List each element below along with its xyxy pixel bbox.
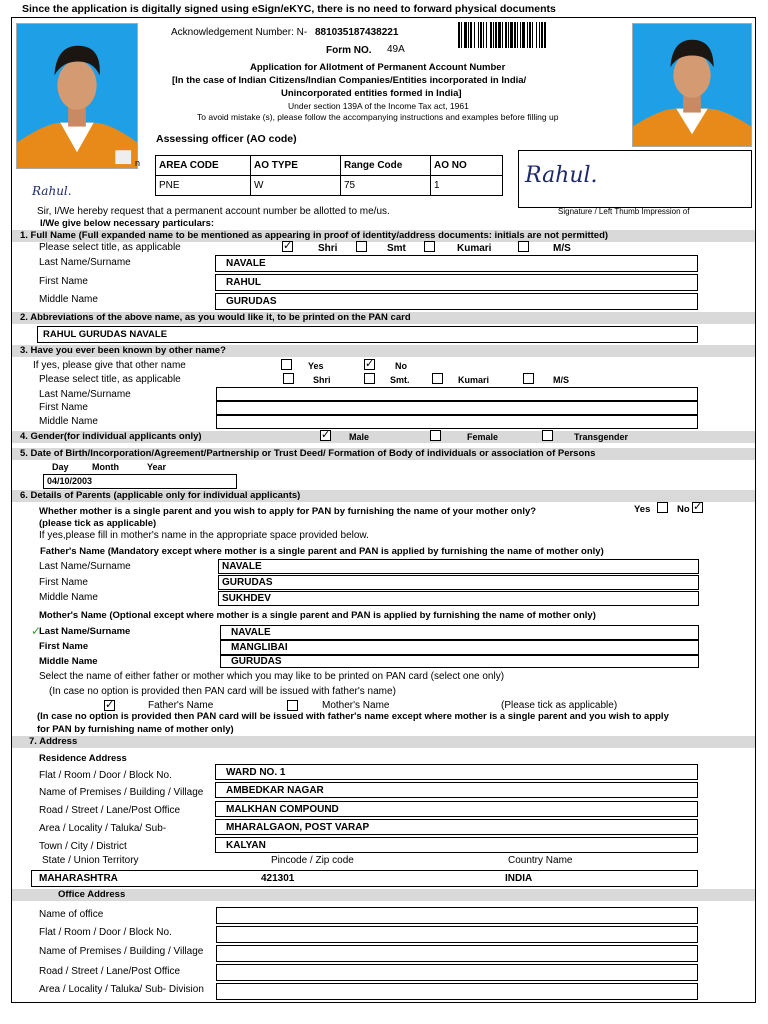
- s3-last-label: Last Name/Surname: [39, 389, 131, 400]
- s6-father-option-checkbox[interactable]: ✓: [105, 699, 115, 711]
- signature-image: Rahul.: [525, 163, 598, 188]
- s7-flat-label: Flat / Room / Door / Block No.: [39, 770, 172, 781]
- s6-mother-heading: Mother's Name (Optional except where mother is a single parent and PAN is applied by furnishing the name of mother only): [39, 610, 596, 621]
- s3-last-name-field[interactable]: [216, 387, 698, 401]
- ao-value-no: 1: [431, 176, 503, 196]
- s6-question-3: If yes,please fill in mother's name in the appropriate space provided below.: [39, 530, 369, 541]
- office-name-label: Name of office: [39, 909, 104, 920]
- s6-mother-last-label: Last Name/Surname: [39, 626, 131, 637]
- ack-label: Acknowledgement Number: N-: [171, 27, 308, 38]
- s7-country-label: Country Name: [508, 855, 573, 866]
- ao-title: Assessing officer (AO code): [156, 133, 297, 145]
- section-5-band: [12, 448, 755, 460]
- s5-month-label: Month: [92, 462, 119, 472]
- ao-header-type: AO TYPE: [251, 156, 341, 176]
- intro-line-1: Sir, I/We hereby request that a permanent account number be allotted to me/us.: [37, 206, 390, 217]
- barcode: [458, 22, 616, 48]
- s3-shri-label: Shri: [313, 375, 331, 385]
- s2-abbreviation-field[interactable]: RAHUL GURUDAS NAVALE: [37, 326, 698, 343]
- s1-kumari-checkbox[interactable]: [424, 241, 435, 252]
- ao-header-range: Range Code: [341, 156, 431, 176]
- verified-check-icon: ✓: [31, 624, 42, 638]
- s6-mother-first-field[interactable]: MANGLIBAI: [220, 640, 699, 655]
- section-7-band: [12, 736, 755, 748]
- section-4-band: [12, 431, 755, 443]
- section-6-title: 6. Details of Parents (applicable only for individual applicants): [20, 490, 301, 501]
- s6-father-first-field[interactable]: GURUDAS: [218, 575, 699, 590]
- s1-ms-label: M/S: [553, 243, 571, 254]
- section-4-title: 4. Gender(for individual applicants only): [20, 431, 202, 442]
- section-3-title: 3. Have you ever been known by other name?: [20, 345, 226, 356]
- s6-father-heading: Father's Name (Mandatory except where mother is a single parent and PAN is applied by furnishing the name of mother only): [40, 546, 604, 557]
- s1-smt-checkbox[interactable]: [356, 241, 367, 252]
- s7-area-field[interactable]: MHARALGAON, POST VARAP: [215, 819, 698, 835]
- office-premises-field[interactable]: [216, 945, 698, 962]
- s6-note-1: (In case no option is provided then PAN card will be issued with father's name except where mother is a single parent and you wish to apply: [37, 711, 669, 722]
- s3-middle-name-field[interactable]: [216, 415, 698, 429]
- photo-tag: n: [135, 158, 141, 168]
- office-premises-label: Name of Premises / Building / Village: [39, 946, 204, 957]
- applicant-photo-right: [632, 23, 752, 147]
- ack-number: 881035187438221: [315, 27, 399, 38]
- s1-middle-label: Middle Name: [39, 294, 98, 305]
- ao-value-range: 75: [341, 176, 431, 196]
- s1-first-label: First Name: [39, 276, 88, 287]
- s1-smt-label: Smt: [387, 243, 406, 254]
- s3-question: If yes, please give that other name: [33, 360, 186, 371]
- s3-no-checkbox[interactable]: ✓: [365, 358, 375, 370]
- s3-title-label: Please select title, as applicable: [39, 374, 181, 385]
- s6-no-checkbox[interactable]: ✓: [693, 501, 703, 513]
- s7-town-label: Town / City / District: [39, 841, 127, 852]
- ao-header-no: AO NO: [431, 156, 503, 176]
- signature-box: [518, 150, 752, 208]
- s7-state-pin-country-row: [31, 870, 698, 887]
- office-flat-field[interactable]: [216, 926, 698, 943]
- s6-mother-option-label: Mother's Name: [322, 700, 390, 711]
- form-subtitle-2: Unincorporated entities formed in India]: [281, 88, 462, 99]
- s6-no-label: No: [677, 504, 690, 515]
- ao-code-table: [155, 155, 503, 196]
- office-road-field[interactable]: [216, 964, 698, 981]
- section-3-band: [12, 345, 755, 357]
- s6-father-last-label: Last Name/Surname: [39, 561, 131, 572]
- s6-default-line: (In case no option is provided then PAN card will be issued with father's name): [49, 686, 396, 697]
- s3-ms-label: M/S: [553, 375, 570, 385]
- s7-pincode-label: Pincode / Zip code: [271, 855, 354, 866]
- s4-female-label: Female: [467, 432, 499, 442]
- s6-father-last-field[interactable]: NAVALE: [218, 559, 699, 574]
- s1-ms-checkbox[interactable]: [518, 241, 529, 252]
- s4-female-checkbox[interactable]: [430, 430, 441, 441]
- s6-select-line: Select the name of either father or mother which you may like to be printed on PAN card (select one only): [39, 671, 505, 682]
- s1-first-name-field[interactable]: RAHUL: [215, 274, 698, 291]
- s3-kumari-checkbox[interactable]: [432, 373, 443, 384]
- intro-line-2: I/We give below necessary particulars:: [40, 218, 215, 229]
- office-area-label: Area / Locality / Taluka/ Sub- Division: [39, 984, 204, 995]
- s7-town-field[interactable]: KALYAN: [215, 837, 698, 853]
- s6-father-middle-field[interactable]: SUKHDEV: [218, 591, 699, 606]
- s7-state-label: State / Union Territory: [42, 855, 139, 866]
- digital-sign-notice: Since the application is digitally signed using eSign/eKYC, there is no need to forward physical documents: [22, 3, 556, 15]
- s1-middle-name-field[interactable]: GURUDAS: [215, 293, 698, 310]
- s1-kumari-label: Kumari: [457, 243, 492, 254]
- s3-middle-label: Middle Name: [39, 416, 98, 427]
- form-title: Application for Allotment of Permanent Account Number: [250, 62, 506, 73]
- s6-father-option-label: Father's Name: [148, 700, 214, 711]
- s6-mother-last-field[interactable]: NAVALE: [220, 625, 699, 640]
- s6-mother-option-checkbox[interactable]: [287, 700, 298, 711]
- office-area-field[interactable]: [216, 983, 698, 1000]
- ao-value-type: W: [251, 176, 341, 196]
- s3-smt-label: Smt.: [390, 375, 410, 385]
- form-subtitle-1: [In the case of Indian Citizens/Indian Companies/Entities incorporated in India/: [172, 75, 527, 86]
- s6-question-1: Whether mother is a single parent and you wish to apply for PAN by furnishing the name of your mother only?: [39, 506, 537, 517]
- s3-yes-checkbox[interactable]: [281, 359, 292, 370]
- section-1-band: [12, 230, 755, 242]
- section-6-band: [12, 490, 755, 502]
- office-name-field[interactable]: [216, 907, 698, 924]
- s4-male-label: Male: [349, 432, 370, 442]
- s3-ms-checkbox[interactable]: [523, 373, 534, 384]
- section-ref: Under section 139A of the Income Tax act, 1961: [288, 101, 469, 111]
- s7-residence-heading: Residence Address: [39, 753, 127, 764]
- s1-last-name-field[interactable]: NAVALE: [215, 255, 698, 272]
- s3-first-label: First Name: [39, 402, 88, 413]
- s4-male-checkbox[interactable]: ✓: [321, 429, 331, 441]
- s7-flat-field[interactable]: WARD NO. 1: [215, 764, 698, 780]
- s3-smt-checkbox[interactable]: [364, 373, 375, 384]
- small-signature: Rahul.: [32, 184, 72, 198]
- s4-transgender-label: Transgender: [574, 432, 629, 442]
- s6-yes-checkbox[interactable]: [657, 502, 668, 513]
- section-1-title: 1. Full Name (Full expanded name to be mentioned as appearing in proof of identity/address documents: initials are not permitted): [20, 230, 609, 241]
- office-address-band: [12, 889, 755, 901]
- s7-pincode-field[interactable]: 421301: [261, 873, 295, 884]
- s7-premises-label: Name of Premises / Building / Village: [39, 787, 204, 798]
- section-7-title: 7. Address: [29, 736, 78, 747]
- s6-mother-middle-field[interactable]: GURUDAS: [220, 655, 699, 668]
- s6-father-middle-label: Middle Name: [39, 592, 98, 603]
- s6-note-2: for PAN by furnishing name of mother only): [37, 724, 234, 735]
- s1-shri-label: Shri: [318, 243, 338, 254]
- s5-dob-field[interactable]: 04/10/2003: [43, 474, 237, 489]
- s6-tick-note: (Please tick as applicable): [501, 700, 618, 711]
- form-no: 49A: [387, 44, 405, 55]
- office-road-label: Road / Street / Lane/Post Office: [39, 966, 181, 977]
- applicant-photo-left: [16, 23, 141, 169]
- s5-year-label: Year: [147, 462, 167, 472]
- signature-caption: Signature / Left Thumb Impression of: [558, 207, 690, 216]
- s7-road-label: Road / Street / Lane/Post Office: [39, 805, 181, 816]
- s7-state-field[interactable]: MAHARASHTRA: [39, 873, 118, 884]
- s6-mother-middle-label: Middle Name: [39, 656, 98, 667]
- section-2-title: 2. Abbreviations of the above name, as you would like it, to be printed on the PAN card: [20, 312, 411, 323]
- s1-shri-checkbox[interactable]: ✓: [283, 240, 293, 252]
- instructions-line: To avoid mistake (s), please follow the accompanying instructions and examples before filling up: [197, 112, 559, 122]
- office-flat-label: Flat / Room / Door / Block No.: [39, 927, 172, 938]
- form-no-label: Form NO.: [326, 45, 372, 56]
- s6-yes-label: Yes: [634, 504, 651, 515]
- ao-header-area: AREA CODE: [156, 156, 251, 176]
- s5-day-label: Day: [52, 462, 69, 472]
- s4-transgender-checkbox[interactable]: [542, 430, 553, 441]
- s7-country-field[interactable]: INDIA: [505, 873, 533, 884]
- s6-father-first-label: First Name: [39, 577, 88, 588]
- s1-last-label: Last Name/Surname: [39, 257, 131, 268]
- section-5-title: 5. Date of Birth/Incorporation/Agreement/Partnership or Trust Deed/ Formation of Body of individuals or association of Persons: [20, 448, 596, 459]
- s6-question-2: (please tick as applicable): [39, 518, 157, 529]
- s3-shri-checkbox[interactable]: [283, 373, 294, 384]
- s3-no-label: No: [395, 361, 407, 371]
- s3-yes-label: Yes: [308, 361, 324, 371]
- s3-kumari-label: Kumari: [458, 375, 490, 385]
- s7-office-heading: Office Address: [58, 889, 126, 900]
- s3-first-name-field[interactable]: [216, 401, 698, 415]
- section-2-band: [12, 312, 755, 324]
- s7-premises-field[interactable]: AMBEDKAR NAGAR: [215, 782, 698, 798]
- s6-mother-first-label: First Name: [39, 641, 89, 652]
- s7-area-label: Area / Locality / Taluka/ Sub-: [39, 823, 167, 834]
- s7-road-field[interactable]: MALKHAN COMPOUND: [215, 801, 698, 817]
- s1-title-label: Please select title, as applicable: [39, 242, 181, 253]
- ao-value-area: PNE: [156, 176, 251, 196]
